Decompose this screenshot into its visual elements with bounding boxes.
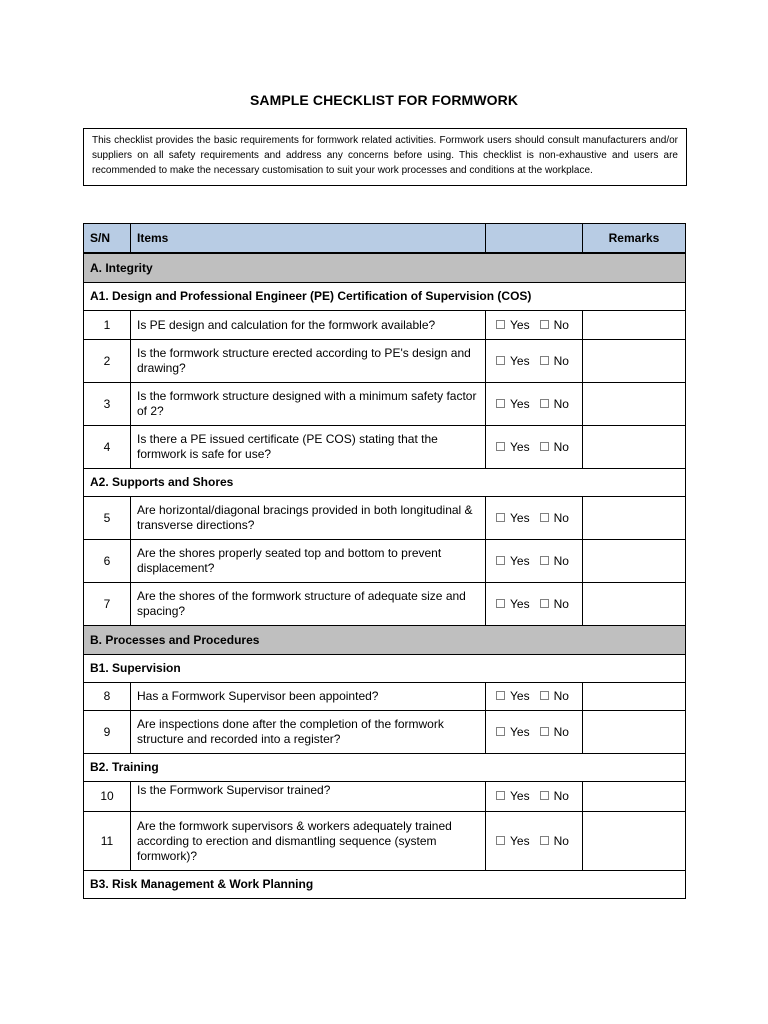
yes-label: Yes <box>510 789 530 803</box>
remarks-cell[interactable] <box>583 812 686 871</box>
checklist-question: Are inspections done after the completion of the formwork structure and recorded into a register? <box>131 711 486 754</box>
document-title: SAMPLE CHECKLIST FOR FORMWORK <box>249 92 519 108</box>
subsection-heading: B3. Risk Management & Work Planning <box>84 871 686 899</box>
table-row <box>84 426 686 469</box>
checklist-body <box>84 253 686 899</box>
table-row <box>84 812 686 871</box>
no-checkbox[interactable] <box>540 727 549 736</box>
yes-checkbox[interactable] <box>496 356 505 365</box>
remarks-cell[interactable] <box>583 683 686 711</box>
table-row <box>84 782 686 812</box>
remarks-cell[interactable] <box>583 311 686 340</box>
no-label: No <box>553 317 569 332</box>
yes-checkbox[interactable] <box>496 691 505 700</box>
yes-label: Yes <box>510 833 530 848</box>
no-checkbox[interactable] <box>540 836 549 845</box>
no-label: No <box>553 553 569 568</box>
table-header-row <box>84 224 686 254</box>
checklist-question: Is the formwork structure erected according to PE's design and drawing? <box>131 340 486 383</box>
no-label: No <box>553 789 569 803</box>
remarks-cell[interactable] <box>583 497 686 540</box>
checklist-question: Are the formwork supervisors & workers adequately trained according to erection and dismantling sequence (system formwork)? <box>131 812 486 871</box>
remarks-cell[interactable] <box>583 782 686 812</box>
no-checkbox[interactable] <box>540 556 549 565</box>
subsection-heading: B1. Supervision <box>84 655 686 683</box>
yes-checkbox[interactable] <box>496 556 505 565</box>
remarks-cell[interactable] <box>583 383 686 426</box>
yes-label: Yes <box>510 396 530 411</box>
subsection-row <box>84 871 686 899</box>
table-row <box>84 683 686 711</box>
checklist-question: Is there a PE issued certificate (PE COS) stating that the formwork is safe for use? <box>131 426 486 469</box>
row-number: 10 <box>84 782 131 812</box>
checklist-question: Is the Formwork Supervisor trained? <box>131 782 486 812</box>
remarks-cell[interactable] <box>583 540 686 583</box>
yes-checkbox[interactable] <box>496 320 505 329</box>
subsection-row <box>84 283 686 311</box>
yes-label: Yes <box>510 510 530 525</box>
subsection-heading: A2. Supports and Shores <box>84 469 686 497</box>
yes-label: Yes <box>510 596 530 611</box>
row-number: 6 <box>84 540 131 583</box>
no-label: No <box>553 833 569 848</box>
row-number: 5 <box>84 497 131 540</box>
header-remarks: Remarks <box>583 224 686 254</box>
checklist-question: Are the shores of the formwork structure of adequate size and spacing? <box>131 583 486 626</box>
checklist-question: Has a Formwork Supervisor been appointed? <box>131 683 486 711</box>
no-checkbox[interactable] <box>540 442 549 451</box>
subsection-row <box>84 469 686 497</box>
no-checkbox[interactable] <box>540 320 549 329</box>
yes-label: Yes <box>510 553 530 568</box>
row-number: 9 <box>84 711 131 754</box>
row-number: 4 <box>84 426 131 469</box>
checklist-question: Are horizontal/diagonal bracings provided in both longitudinal & transverse directions? <box>131 497 486 540</box>
row-number: 1 <box>84 311 131 340</box>
yes-label: Yes <box>510 439 530 454</box>
yes-checkbox[interactable] <box>496 836 505 845</box>
table-row <box>84 497 686 540</box>
row-number: 11 <box>84 812 131 871</box>
remarks-cell[interactable] <box>583 426 686 469</box>
no-checkbox[interactable] <box>540 399 549 408</box>
answer-cell <box>486 426 583 469</box>
header-sn: S/N <box>84 224 131 254</box>
no-checkbox[interactable] <box>540 599 549 608</box>
no-label: No <box>553 596 569 611</box>
checklist-question: Is PE design and calculation for the formwork available? <box>131 311 486 340</box>
no-label: No <box>553 510 569 525</box>
subsection-row <box>84 754 686 782</box>
yes-label: Yes <box>510 689 530 703</box>
subsection-row <box>84 655 686 683</box>
yes-label: Yes <box>510 353 530 368</box>
no-label: No <box>553 724 569 739</box>
answer-cell <box>486 683 583 711</box>
checklist-question: Is the formwork structure designed with a minimum safety factor of 2? <box>131 383 486 426</box>
remarks-cell[interactable] <box>583 711 686 754</box>
section-row <box>84 253 686 283</box>
table-row <box>84 383 686 426</box>
no-label: No <box>553 353 569 368</box>
row-number: 3 <box>84 383 131 426</box>
row-number: 2 <box>84 340 131 383</box>
yes-checkbox[interactable] <box>496 727 505 736</box>
no-checkbox[interactable] <box>540 356 549 365</box>
yes-label: Yes <box>510 724 530 739</box>
yes-checkbox[interactable] <box>496 599 505 608</box>
answer-cell <box>486 540 583 583</box>
table-row <box>84 583 686 626</box>
answer-cell <box>486 497 583 540</box>
header-items: Items <box>131 224 486 254</box>
answer-cell <box>486 340 583 383</box>
answer-cell <box>486 383 583 426</box>
header-answer <box>486 224 583 254</box>
section-heading: A. Integrity <box>84 253 686 283</box>
section-heading: B. Processes and Procedures <box>84 626 686 655</box>
section-row <box>84 626 686 655</box>
subsection-heading: A1. Design and Professional Engineer (PE) Certification of Supervision (COS) <box>84 283 686 311</box>
yes-checkbox[interactable] <box>496 513 505 522</box>
row-number: 8 <box>84 683 131 711</box>
no-label: No <box>553 439 569 454</box>
answer-cell <box>486 583 583 626</box>
checklist-question: Are the shores properly seated top and bottom to prevent displacement? <box>131 540 486 583</box>
table-row <box>84 711 686 754</box>
answer-cell <box>486 711 583 754</box>
no-checkbox[interactable] <box>540 691 549 700</box>
no-label: No <box>553 689 569 703</box>
answer-cell <box>486 812 583 871</box>
remarks-cell[interactable] <box>583 583 686 626</box>
answer-cell <box>486 782 583 812</box>
yes-checkbox[interactable] <box>496 442 505 451</box>
no-label: No <box>553 396 569 411</box>
table-row <box>84 311 686 340</box>
row-number: 7 <box>84 583 131 626</box>
no-checkbox[interactable] <box>540 513 549 522</box>
answer-cell <box>486 311 583 340</box>
subsection-heading: B2. Training <box>84 754 686 782</box>
checklist-table <box>83 223 686 899</box>
no-checkbox[interactable] <box>540 791 549 800</box>
yes-label: Yes <box>510 317 530 332</box>
intro-paragraph: This checklist provides the basic requirements for formwork related activities. Formwork users should consult manufacturers and/or suppliers on all safety requirements and address any concerns before using. This checklist is non-exhaustive and users are recommended to make the necessary customisation to suit your work processes and conditions at the workplace. <box>83 128 687 186</box>
table-row <box>84 340 686 383</box>
yes-checkbox[interactable] <box>496 399 505 408</box>
remarks-cell[interactable] <box>583 340 686 383</box>
table-row <box>84 540 686 583</box>
yes-checkbox[interactable] <box>496 791 505 800</box>
